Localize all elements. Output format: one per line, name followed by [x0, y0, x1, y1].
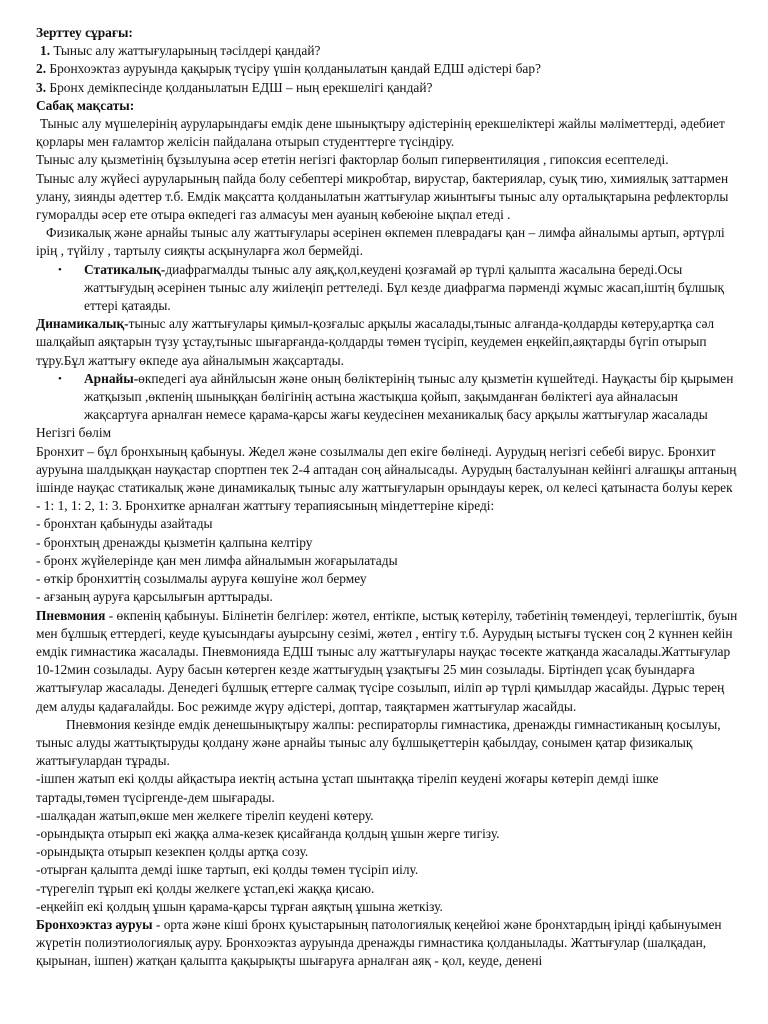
bronchiectasis-term: Бронхоэктаз ауруы [36, 916, 153, 932]
exercise-item: -орындықта отырып екі жаққа алма-кезек қисайғанда қолдың ұшын жерге тигізу. [36, 825, 500, 841]
static-item [36, 261, 738, 316]
bullet-icon: • [58, 372, 62, 385]
pneumonia-paragraph [36, 607, 738, 716]
question-number: 1. [40, 43, 51, 59]
research-heading: Зерттеу сұрағы: [36, 25, 133, 40]
bronchiectasis-paragraph [36, 916, 738, 971]
question-number: 3. [36, 79, 47, 95]
special-text: өкпедегі ауа айнйлысын және оның бөліктерінің тыныс алу қызметін күшейтеді. Науқасты бір қырымен жатқызып ,өкпенің шыныққан бөлігінің астына жастықша қойып, зақымданған бөліктегі ауа айналасын жақсартуға арналған немесе қарама-қарсы жағы кеудесінен механикалық басу арқылы жаттығулар жасалады [84, 370, 734, 423]
question-2 [36, 60, 738, 78]
question-text: Бронхоэктаз ауруында қақырық түсіру үшін қолданылатын қандай ЕДШ әдістері бар? [46, 61, 542, 77]
bronchitis-task: - бронхтан қабынуды азайтады [36, 516, 213, 532]
goal-heading: Сабақ мақсаты: [36, 97, 135, 113]
question-1 [36, 42, 738, 60]
dynamic-text: тыныс алу жаттығулары қимыл-қозғалыс арқылы жасалады,тыныс алғанда-қолдарды көтеру,артқа сәл шалқайып аяқтарын түзу ұстау,тыныс шығарғанда-қолдарды төмен түсіріп, кеудемен еңкейіп,аяқтарды бүгіп отырып тұру.Бұл жаттығу өкпеде ауа айналымын жақсартады. [36, 316, 715, 368]
pneumonia-term: Пневмония [36, 607, 106, 623]
main-heading: Негізгі бөлім [36, 425, 112, 441]
special-item [36, 370, 738, 425]
bronchiectasis-text: - орта және кіші бронх қуыстарының патологиялық кеңейюі және бронхтардың іріңді қабынуымен жүретін полиэтиологиялық ауру. Бронхоэктаз ауруында дренажды гимнастика қолданылады. Жаттығулар (шалқадан, қырынан, ішпен) жатқан қалыпта қақырықты шығаруға арналған аяқ - қол, кеуде, денені [36, 916, 722, 969]
bronchitis-task: - бронх жүйелерінде қан мен лимфа айналымын жоғарылатады [36, 552, 398, 568]
question-text: Тыныс алу жаттығуларының тәсілдері қандай? [50, 43, 321, 59]
special-term: Арнайы- [84, 370, 139, 386]
goal-paragraph: Физикалық және арнайы тыныс алу жаттығулары әсерінен өкпемен плеврадағы қан – лимфа айналымы артып, әртүрлі ірің , түйілу , тартылу сияқты асқынуларға жол бермейді. [36, 225, 725, 259]
exercise-item: -түрегеліп тұрып екі қолды желкеге ұстап,екі жаққа қисаю. [36, 880, 375, 896]
static-text: диафрагмалды тыныс алу аяқ,қол,кеудені қозғамай әр түрлі қалыпта жасалына береді.Осы жаттығудың әсерінен тыныс алу жиілеңіп реттеледі. Бұл кезде диафрагма пәрменді жұмыс жасап,іштің бұлшық еттері қатаяды. [84, 261, 725, 314]
exercise-item: -ішпен жатып екі қолды айқастыра иектің астына ұстап шынтаққа тіреліп кеудені жоғары көтеріп демді ішке тартады,төмен түсіргенде-дем шығарады. [36, 771, 659, 805]
question-3 [36, 79, 738, 97]
exercise-item: -шалқадан жатып,өкше мен желкеге тіреліп кеудені көтеру. [36, 807, 374, 823]
goal-paragraph: Тыныс алу мүшелерінің ауруларындағы емдік дене шынықтыру әдістерінің ерекшеліктері жайлы мәліметтерді, әдебиет қорлары мен ғаламтор желісін пайдалана отырып студенттерге түсіндіру. [36, 116, 725, 150]
pneumonia-text: - өкпенің қабынуы. Білінетін белгілер: жөтел, ентікпе, ыстық көтерілу, тәбетінің төмендеуі, терлегіштік, буын мен бұлшық еттердегі, кеуде қуысындағы ауырсыну сезімі, жөтел , ентігу т.б. Аурудың ыстығы түскен соң 2 күннен кейін емдік гимнастика жасалады. Пневмонияда ЕДШ тыныс алу жаттығулары науқас төсекте жатқанда жасалады.Жаттығулар 10-12мин созылады. Ауру басын көтерген кезде жаттығудың ұзақтығы 25 мин созылады. Біртіндеп ұсақ буындарға жаттығулар жасалады. Денедегі бұлшық еттерге салмақ түсіре созылып, иіліп әр түрлі қимылдар жасайды. Дұрыс терең дем алуды қадағалайды. Бос режимде жүру әдістері, доптар, таяқтармен жаттығулар жасайды. [36, 607, 738, 714]
dynamic-term: Динамикалық- [36, 316, 129, 332]
question-number: 2. [36, 61, 47, 77]
dynamic-item [36, 315, 738, 370]
static-term: Статикалық- [84, 261, 166, 277]
pneumonia-gym-paragraph: Пневмония кезінде емдік денешынықтыру жалпы: респираторлы гимнастика, дренажды гимнастиканың қосылуы, тыныс алуды жаттықтыруды қолдану және арнайы тыныс алу бұлшықеттерін қабылдау, сонымен қатар физикалық жаттығулардан тұрады. [36, 716, 721, 769]
bronchitis-paragraph: Бронхит – бұл бронхының қабынуы. Жедел және созылмалы деп екіге бөлінеді. Аурудың негізгі себебі вирус. Бронхит ауруына шалдыққан науқастар спортпен тек 2-4 аптадан соң айналысады. Аурудың басталуынан кейінгі алғашқы аптаның ішінде науқас статикалық және динамикалық тыныс алу жаттығуларын орындауы керек, ол келесі қатынаста болуы керек - 1: 1, 1: 2, 1: 3. Бронхитке арналған жаттығу терапиясының міндеттеріне кіреді: [36, 443, 737, 514]
exercise-item: -отырған қалыпта демді ішке тартып, екі қолды төмен түсіріп иілу. [36, 862, 419, 878]
bronchitis-task: - ағзаның ауруға қарсылығын арттырады. [36, 589, 273, 605]
exercise-item: -еңкейіп екі қолдың ұшын қарама-қарсы тұрған аяқтың ұшына жеткізу. [36, 898, 443, 914]
bronchitis-task: - бронхтың дренажды қызметін қалпына келтіру [36, 534, 313, 550]
exercise-item: -орындықта отырып кезекпен қолды артқа созу. [36, 844, 309, 860]
goal-paragraph: Тыныс алу жүйесі ауруларының пайда болу себептері микробтар, вирустар, бактериялар, суық тию, химиялық заттармен улану, зиянды әдеттер т.б. Емдік мақсатта қолданылатын жаттығулар жиынтығы тыныс алу орталықтарына рефлекторлы гуморалды әсер ете отыра өкпедегі газ алмасуы мен ауаның көбеюіне ықпал етеді . [36, 170, 729, 223]
bullet-icon: • [58, 263, 62, 276]
question-text: Бронх демікпесінде қолданылатын ЕДШ – ның ерекшелігі қандай? [46, 79, 433, 95]
bronchitis-task: - өткір бронхиттің созылмалы ауруға көшуіне жол бермеу [36, 571, 367, 587]
goal-paragraph: Тыныс алу қызметінің бұзылуына әсер ететін негізгі факторлар болып гипервентиляция , гипоксия есептеледі. [36, 152, 669, 168]
